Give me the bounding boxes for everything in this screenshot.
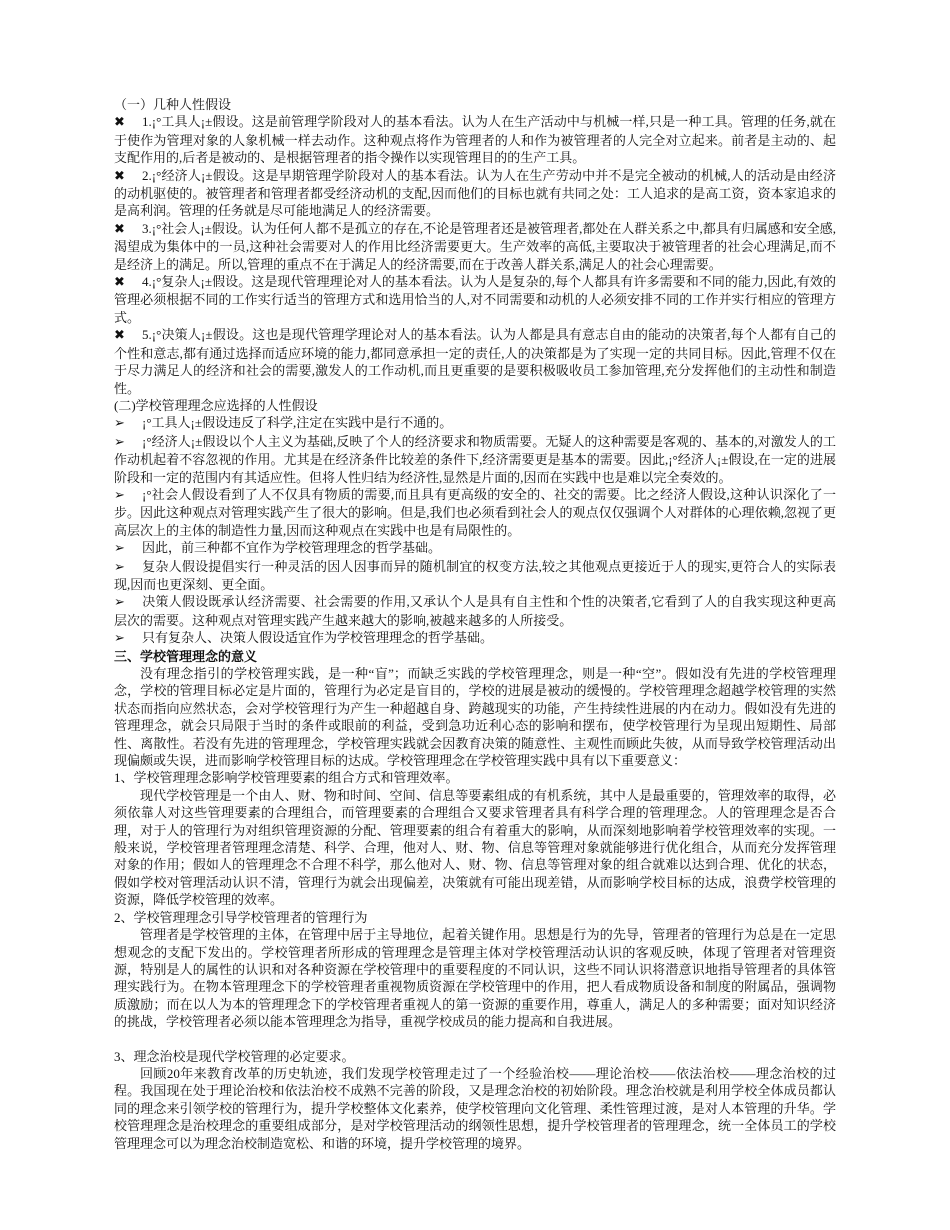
list-item bbox=[114, 326, 836, 397]
list-item bbox=[114, 629, 836, 647]
list-item bbox=[114, 167, 836, 220]
subsection-1-body: 现代学校管理是一个由人、财、物和时间、空间、信息等要素组成的有机系统，其中人是最重要的，管理效率的取得，必须依靠人对这些管理要素的合理组合，而管理要素的合理组合又要求管理者具有科学合理的管理理念。人的管理理念是否合理，对于人的管理行为对组织管理资源的分配、管理要素的组合有着重大的影响，从而深刻地影响着学校管理效率的实现。一般来说，学校管理者管理理念清楚、科学、合理，他对人、财、物、信息等管理对象就能够进行优化组合，从而充分发挥管理对象的作用；假如人的管理理念不合理不科学，那么他对人、财、物、信息等管理对象的组合就难以达到合理、优化的状态，假如学校对管理活动认识不清，管理行为就会出现偏差，决策就有可能出现差错，从而影响学校目标的达成，浪费学校管理的资源，降低学校管理的效率。 bbox=[114, 787, 836, 908]
subsection-3-title: 3、理念治校是现代学校管理的必定要求。 bbox=[114, 1048, 355, 1064]
list-item-text: 2.¡°经济人¡±假设。这是早期管理学阶段对人的基本看法。认为人在生产劳动中并不是完全被动的机械,人的活动是由经济的动机驱使的。被管理者和管理者都受经济动机的支配,因而他们的目标也就有共同之处：工人追求的是高工资，资本家追求的是高利润。管理的任务就是尽可能地满足人的经济需要。 bbox=[114, 167, 836, 219]
list-item bbox=[114, 113, 836, 166]
arrow-bullet-icon: ➢ bbox=[114, 487, 125, 503]
list-item-text: ¡°社会人假设看到了人不仅具有物质的需要,而且具有更高级的安全的、社交的需要。比之经济人假设,这种认识深化了一步。因此这种观点对管理实践产生了很大的影响。但是,我们也必须看到社会人的观点仅仅强调个人对群体的心理依赖,忽视了更高层次上的主体的制造性力量,因而这种观点在实践中也是有局限性的。 bbox=[114, 486, 836, 538]
list-item-text: 只有复杂人、决策人假设适宜作为学校管理理念的哲学基础。 bbox=[142, 630, 494, 646]
subsection-2-body: 管理者是学校管理的主体，在管理中居于主导地位，起着关键作用。思想是行为的先导，管理者的管理行为总是在一定思想观念的支配下发出的。学校管理者所形成的管理理念是管理主体对学校管理活动认识的客观反映，体现了管理者对管理资源，特别是人的属性的认识和对各种资源在学校管理中的重要程度的不同认识，这些不同认识将潜意识地指导管理者的具体管理实践行为。在物本管理理念下的学校管理者重视物质资源在学校管理中的作用，把人看成物质设备和制度的附属品，强调物质激励；而在以人为本的管理理念下的学校管理者重视人的第一资源的重要作用，尊重人，满足人的多种需要；面对知识经济的挑战，学校管理者必须以能本管理理念为指导，重视学校成员的能力提高和自我进展。 bbox=[114, 927, 836, 1030]
list-item-text: 3.¡°社会人¡±假设。认为任何人都不是孤立的存在,不论是管理者还是被管理者,都处在人群关系之中,都具有归属感和安全感,渴望成为集体中的一员,这种社会需要对人的作用比经济需要更大。生产效率的高低,主要取决于被管理者的社会心理满足,而不是经济上的满足。所以,管理的重点不在于满足人的经济需要,而在于改善人群关系,满足人的社会心理需要。 bbox=[114, 220, 836, 272]
section-1-title: （一）几种人性假设 bbox=[114, 97, 232, 112]
arrow-bullet-icon: ➢ bbox=[114, 416, 125, 432]
arrow-bullet-icon: ➢ bbox=[114, 434, 125, 450]
cross-bullet-icon: ✖ bbox=[114, 221, 125, 237]
section-3-title: 三、学校管理理念的意义 bbox=[114, 648, 258, 664]
list-item-text: 复杂人假设提倡实行一种灵活的因人因事而异的随机制宜的权变方法,较之其他观点更接近于人的现实,更符合人的实际表现,因而也更深刻、更全面。 bbox=[114, 558, 836, 592]
list-item bbox=[114, 486, 836, 539]
list-item-text: 5.¡°决策人¡±假设。这也是现代管理学理论对人的基本看法。认为人都是具有意志自由的能动的决策者,每个人都有自己的个性和意志,都有通过选择而适应环境的能力,都同意承担一定的责任,人的决策都是为了实现一定的共同目标。因此,管理不仅在于尽力满足人的经济和社会的需要,激发人的工作动机,而且更重要的是要积极吸收员工参加管理,充分发挥他们的主动性和制造性。 bbox=[114, 327, 836, 396]
list-item bbox=[114, 273, 836, 326]
arrow-bullet-icon: ➢ bbox=[114, 541, 125, 557]
list-item-text: ¡°经济人¡±假设以个人主义为基础,反映了个人的经济要求和物质需要。无疑人的这种需要是客观的、基本的,对激发人的工作动机起着不容忽视的作用。尤其是在经济条件比较差的条件下,经济需要更是基本的需要。因此,¡°经济人¡±假设,在一定的进展阶段和一定的范围内有其适应性。但将人性归结为经济性,显然是片面的,因而在实践中也是难以完全奏效的。 bbox=[114, 433, 836, 485]
list-item bbox=[114, 593, 836, 629]
cross-bullet-icon: ✖ bbox=[114, 168, 125, 184]
list-item bbox=[114, 414, 836, 432]
list-item-text: 决策人假设既承认经济需要、社会需要的作用,又承认个人是具有自主性和个性的决策者,它看到了人的自我实现这种更高层次的需要。这种观点对管理实践产生越来越大的影响,被越来越多的人所接受。 bbox=[114, 594, 836, 628]
subsection-1-title: 1、学校管理理念影响学校管理要素的组合方式和管理效率。 bbox=[114, 770, 459, 786]
list-item bbox=[114, 558, 836, 594]
list-item bbox=[114, 539, 836, 557]
section-3-intro: 没有理念指引的学校管理实践，是一种“盲”；而缺乏实践的学校管理理念，则是一种“空”。假如没有先进的学校管理理念，学校的管理目标必定是片面的，管理行为必定是盲目的，学校的进展是被动的缓慢的。学校管理理念超越学校管理的实然状态而指向应然状态，会对学校管理行为产生一种超越自身、跨越现实的功能，产生持续性进展的内在动力。假如没有先进的管理理念，就会只局限于当时的条件或眼前的利益，受到急功近利心态的影响和摆布，使学校管理行为呈现出短期性、局部性、离散性。若没有先进的管理理念，学校管理实践就会因教育决策的随意性、主观性而顾此失彼，从而导致学校管理活动出现偏颇或失误，进而影响学校管理目标的达成。学校管理理念在学校管理实践中具有以下重要意义： bbox=[114, 666, 836, 769]
cross-bullet-icon: ✖ bbox=[114, 275, 125, 291]
list-item bbox=[114, 433, 836, 486]
list-item-text: 4.¡°复杂人¡±假设。这是现代管理理论对人的基本看法。认为人是复杂的,每个人都具有许多需要和不同的能力,因此,有效的管理必须根据不同的工作实行适当的管理方式和选用恰当的人,对不同需要和动机的人必须安排不同的工作并实行相应的管理方式。 bbox=[114, 274, 836, 325]
subsection-2-title: 2、学校管理理念引导学校管理者的管理行为 bbox=[114, 909, 368, 925]
section-2-title: (二)学校管理理念应选择的人性假设 bbox=[114, 397, 318, 413]
list-item-text: 因此，前三种都不宜作为学校管理理念的哲学基础。 bbox=[142, 540, 442, 556]
arrow-bullet-icon: ➢ bbox=[114, 631, 125, 647]
cross-bullet-icon: ✖ bbox=[114, 115, 125, 131]
list-item bbox=[114, 220, 836, 273]
arrow-bullet-icon: ➢ bbox=[114, 595, 125, 611]
subsection-3-body: 回顾20年来教育改革的历史轨迹，我们发现学校管理走过了一个经验治校——理论治校——依法治校——理念治校的过程。我国现在处于理论治校和依法治校不成熟不完善的阶段，又是理念治校的初始阶段。理念治校就是利用学校全体成员都认同的理念来引领学校的管理行为，提升学校整体文化素养，使学校管理向文化管理、柔性管理过渡，是对人本管理的升华。学校管理理念是治校理念的重要组成部分，是对学校管理活动的纲领性思想，提升学校管理者的管理理念，统一全体员工的学校管理理念可以为理念治校制造宽松、和谐的环境，提升学校管理的境界。 bbox=[114, 1065, 836, 1151]
list-item-text: ¡°工具人¡±假设违反了科学,注定在实践中是行不通的。 bbox=[142, 415, 453, 431]
document-page bbox=[114, 96, 836, 1152]
list-item-text: 1.¡°工具人¡±假设。这是前管理学阶段对人的基本看法。认为人在生产活动中与机械一样,只是一种工具。管理的任务,就在于使作为管理对象的人象机械一样去动作。这种观点将作为管理者的人和作为被管理者的人完全对立起来。前者是主动的、起支配作用的,后者是被动的、是根据管理者的指令操作以实现管理目的的生产工具。 bbox=[114, 114, 836, 166]
cross-bullet-icon: ✖ bbox=[114, 328, 125, 344]
paragraph-spacer bbox=[114, 1031, 836, 1048]
arrow-bullet-icon: ➢ bbox=[114, 559, 125, 575]
